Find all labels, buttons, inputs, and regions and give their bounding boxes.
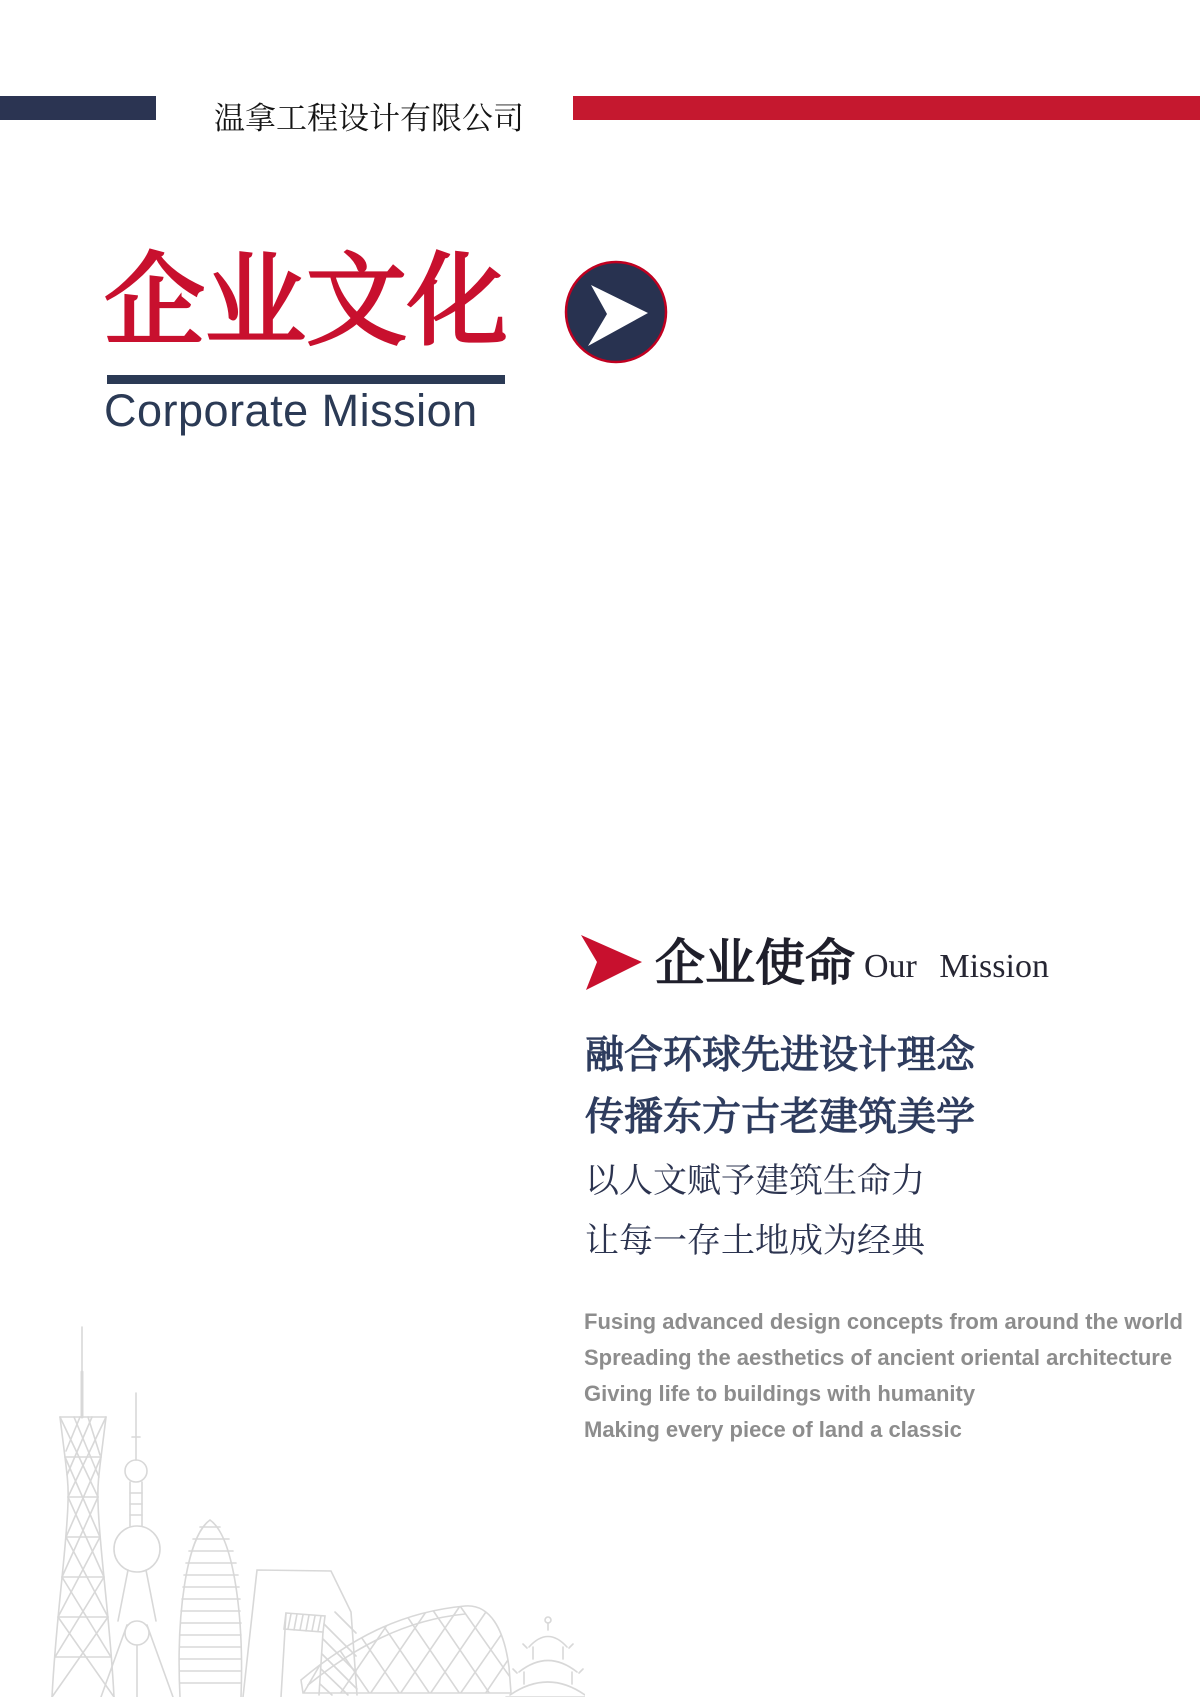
canton-tower-icon xyxy=(52,1327,114,1697)
header-navy-block xyxy=(0,96,156,120)
cctv-building-icon xyxy=(243,1570,357,1697)
mission-english-line: Giving life to buildings with humanity xyxy=(584,1381,976,1406)
arrow-circle-icon xyxy=(564,260,668,364)
temple-of-heaven-icon xyxy=(506,1617,585,1697)
city-skyline-illustration xyxy=(40,1317,585,1697)
page-title: 企业文化 xyxy=(104,246,509,358)
mission-body-line: 让每一存土地成为经典 xyxy=(585,1222,925,1260)
section-title-cn: 企业使命 xyxy=(655,935,855,991)
mission-highlight-line: 融合环球先进设计理念 xyxy=(585,1034,976,1077)
red-arrow-icon xyxy=(581,932,645,992)
company-name: 温拿工程设计有限公司 xyxy=(214,101,524,136)
mission-english-line: Fusing advanced design concepts from around the world xyxy=(584,1309,1183,1334)
mission-english-line: Spreading the aesthetics of ancient oriental architecture xyxy=(584,1345,1173,1370)
mission-highlight-line: 传播东方古老建筑美学 xyxy=(585,1096,976,1139)
cocoon-tower-icon xyxy=(179,1520,241,1697)
section-title-en: Our Mission xyxy=(864,948,1049,985)
oriental-pearl-tower-icon xyxy=(101,1393,173,1697)
header-red-bar xyxy=(573,96,1200,120)
title-underline xyxy=(107,375,505,384)
mission-english-line: Making every piece of land a classic xyxy=(584,1417,962,1442)
page-subtitle: Corporate Mission xyxy=(104,385,478,436)
mission-body-line: 以人文赋予建筑生命力 xyxy=(585,1162,925,1200)
